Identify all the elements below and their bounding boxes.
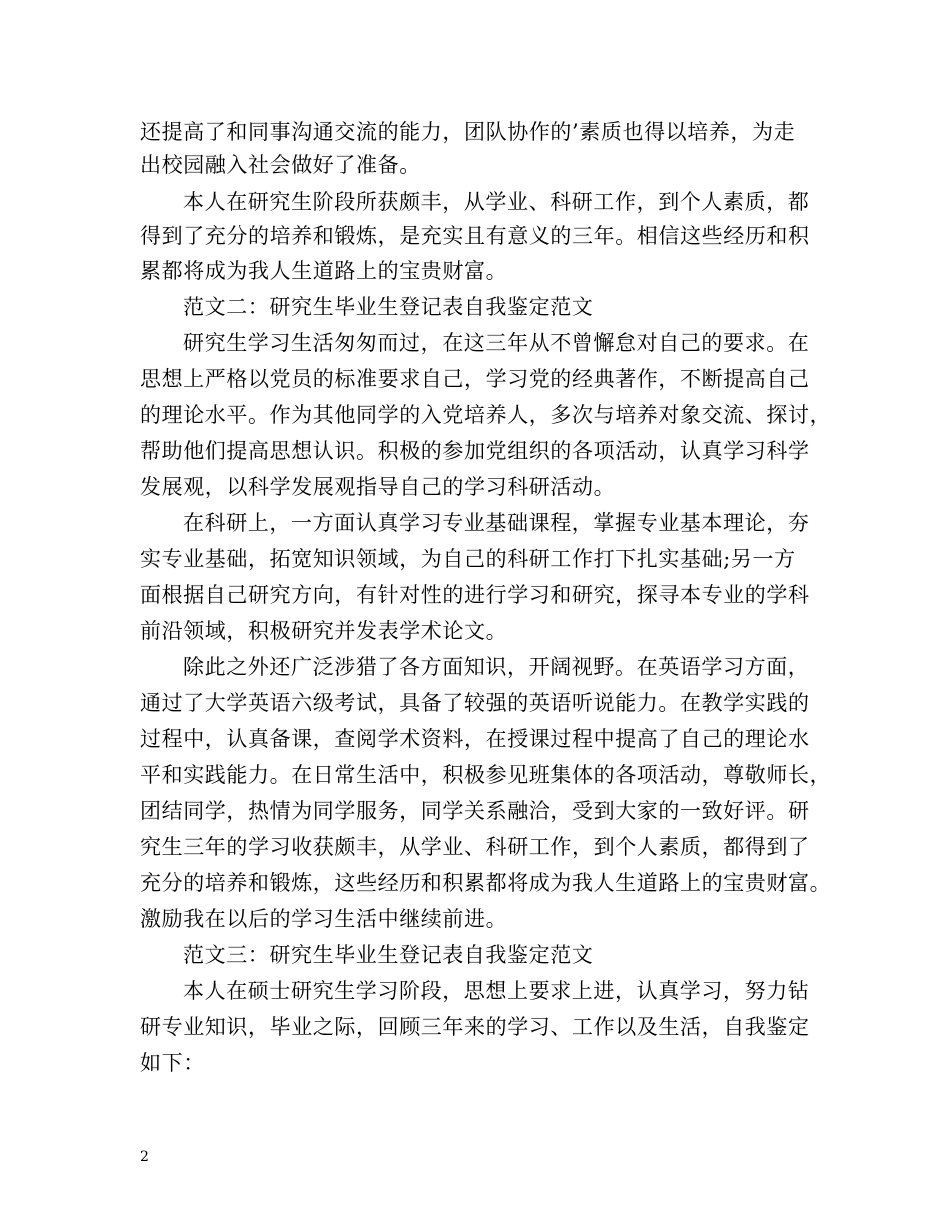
text-line: 平和实践能力。在日常生活中，积极参见班集体的各项活动，尊敬师长，: [140, 763, 832, 787]
section-heading: 范文二：研究生毕业生登记表自我鉴定范文: [183, 295, 594, 319]
paragraph-start-line: 本人在研究生阶段所获颇丰，从学业、科研工作，到个人素质，都: [183, 190, 810, 214]
text-line: 究生三年的学习收获颇丰，从学业、科研工作，到个人素质，都得到了: [140, 835, 810, 859]
paragraph-start-line: 本人在硕士研究生学习阶段，思想上要求上进，认真学习，努力钻: [183, 979, 810, 1003]
paragraph-start-line: 研究生学习生活匆匆而过，在这三年从不曾懈怠对自己的要求。在: [183, 331, 810, 355]
text-line: 激励我在以后的学习生活中继续前进。: [140, 907, 508, 931]
text-line: 充分的培养和锻炼，这些经历和积累都将成为我人生道路上的宝贵财富。: [140, 871, 832, 895]
text-line: 得到了充分的培养和锻炼，是充实且有意义的三年。相信这些经历和积: [140, 224, 810, 248]
paragraph-start-line: 除此之外还广泛涉猎了各方面知识，开阔视野。在英语学习方面，: [183, 655, 810, 679]
text-line: 前沿领域，积极研究并发表学术论文。: [140, 619, 508, 643]
text-line: 面根据自己研究方向，有针对性的进行学习和研究，探寻本专业的学科: [140, 583, 810, 607]
section-heading: 范文三：研究生毕业生登记表自我鉴定范文: [183, 943, 594, 967]
text-line: 帮助他们提高思想认识。积极的参加党组织的各项活动，认真学习科学: [140, 439, 810, 463]
text-line: 如下：: [140, 1051, 205, 1075]
text-line: 出校园融入社会做好了准备。: [140, 153, 421, 177]
text-line: 实专业基础，拓宽知识领域，为自己的科研工作打下扎实基础;另一方: [140, 547, 796, 571]
text-line: 研专业知识，毕业之际，回顾三年来的学习、工作以及生活，自我鉴定: [140, 1015, 810, 1039]
text-line: 发展观，以科学发展观指导自己的学习科研活动。: [140, 475, 616, 499]
text-line: 过程中，认真备课，查阅学术资料，在授课过程中提高了自己的理论水: [140, 727, 810, 751]
paragraph-start-line: 在科研上，一方面认真学习专业基础课程，掌握专业基本理论，夯: [183, 511, 810, 535]
text-line: 通过了大学英语六级考试，具备了较强的英语听说能力。在教学实践的: [140, 691, 810, 715]
text-line: 的理论水平。作为其他同学的入党培养人，多次与培养对象交流、探讨，: [140, 403, 832, 427]
text-line: 团结同学，热情为同学服务，同学关系融洽，受到大家的一致好评。研: [140, 799, 810, 823]
text-line: 还提高了和同事沟通交流的能力，团队协作的’素质也得以培养，为走: [140, 120, 796, 144]
text-line: 思想上严格以党员的标准要求自己，学习党的经典著作，不断提高自己: [140, 367, 810, 391]
page-number: 2: [140, 1149, 149, 1165]
text-line: 累都将成为我人生道路上的宝贵财富。: [140, 259, 508, 283]
